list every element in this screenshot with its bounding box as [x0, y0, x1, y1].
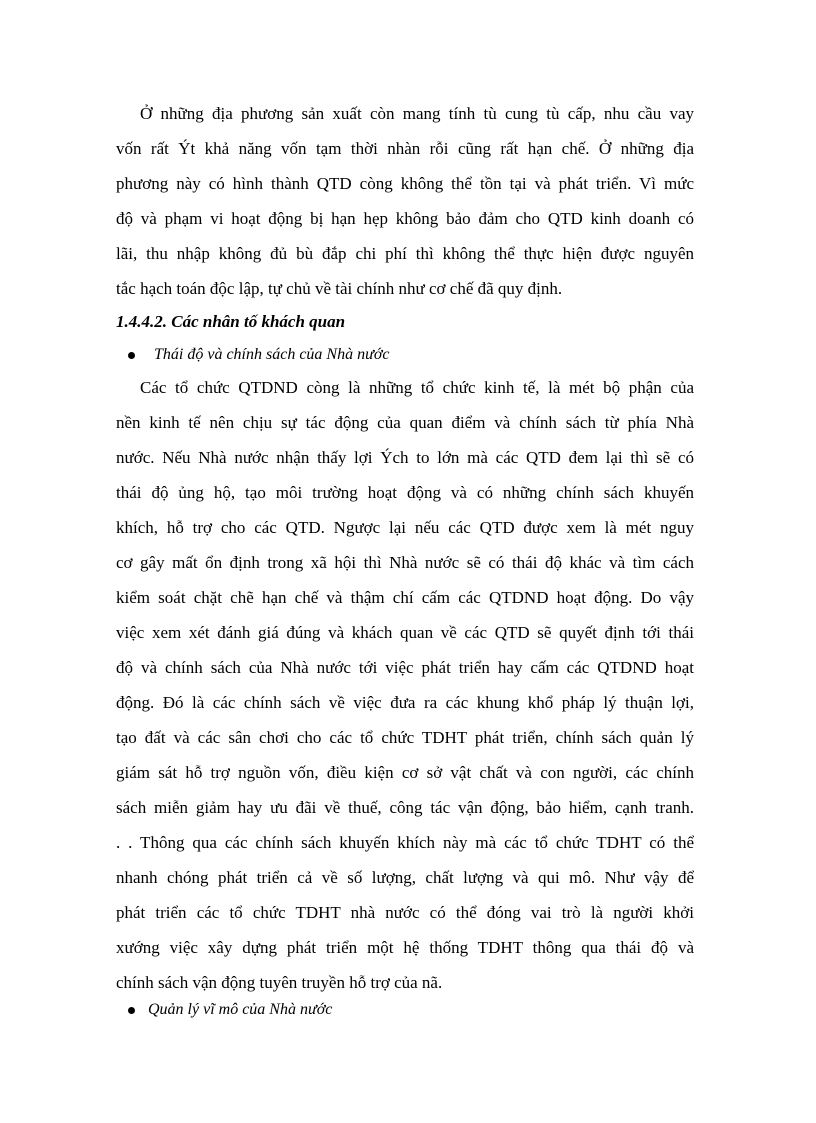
bullet-dot-icon	[128, 352, 135, 359]
paragraph-1-line-3: phương này có hình thành QTD còng không thể tồn tại và phát triển. Vì mức	[116, 174, 694, 193]
paragraph-2-line-2: nền kinh tế nên chịu sự tác động của quan điểm và chính sách từ phía Nhà	[116, 413, 694, 432]
paragraph-2-line-11: tạo đất và các sân chơi cho các tổ chức TDHT phát triển, chính sách quản lý	[116, 728, 694, 747]
paragraph-2-line-13: sách miễn giảm hay ưu đãi về thuế, công tác vận động, bảo hiểm, cạnh tranh.	[116, 798, 694, 817]
paragraph-1-line-6: tắc hạch toán độc lập, tự chủ về tài chính như cơ chế đã quy định.	[116, 279, 563, 298]
paragraph-2-line-7: kiểm soát chặt chẽ hạn chế và thậm chí cấm các QTDND hoạt động. Do vậy	[116, 588, 694, 607]
paragraph-2-line-8: việc xem xét đánh giá đúng và khách quan về các QTD sẽ quyết định tới thái	[116, 623, 694, 642]
paragraph-2-line-3: nước. Nếu Nhà nước nhận thấy lợi Ých to lớn mà các QTD đem lại thì sẽ có	[116, 448, 694, 467]
paragraph-2-line-18: chính sách vận động tuyên truyền hỗ trợ của nã.	[116, 973, 443, 992]
paragraph-2-line-12: giám sát hỗ trợ nguồn vốn, điều kiện cơ sở vật chất và con người, các chính	[116, 763, 694, 782]
paragraph-2-line-10: động. Đó là các chính sách về việc đưa ra các khung khổ pháp lý thuận lợi,	[116, 693, 694, 712]
bullet-dot-icon	[128, 1007, 135, 1014]
paragraph-2-line-17: xướng việc xây dựng phát triển một hệ thống TDHT thông qua thái độ và	[116, 938, 694, 957]
bullet-item-1-text: Thái độ và chính sách của Nhà nước	[154, 346, 390, 363]
paragraph-2-line-4: thái độ ủng hộ, tạo môi trường hoạt động và có những chính sách khuyến	[116, 483, 694, 502]
paragraph-2-line-1: Các tổ chức QTDND còng là những tổ chức kinh tế, là mét bộ phận của	[140, 378, 694, 397]
paragraph-2-line-9: độ và chính sách của Nhà nước tới việc phát triển hay cấm các QTDND hoạt	[116, 658, 694, 677]
paragraph-1-line-4: độ và phạm vi hoạt động bị hạn hẹp không bảo đảm cho QTD kinh doanh có	[116, 209, 694, 228]
section-heading: 1.4.4.2. Các nhân tố khách quan	[116, 312, 346, 331]
paragraph-2-line-5: khích, hỗ trợ cho các QTD. Ngược lại nếu các QTD được xem là mét nguy	[116, 518, 694, 537]
paragraph-1-line-5: lãi, thu nhập không đủ bù đắp chi phí thì không thể thực hiện được nguyên	[116, 244, 694, 263]
paragraph-2-line-16: phát triển các tổ chức TDHT nhà nước có thể đóng vai trò là người khởi	[116, 903, 694, 922]
paragraph-2-line-14: . . Thông qua các chính sách khuyến khích này mà các tổ chức TDHT có thể	[116, 833, 694, 852]
paragraph-1-line-1: Ở những địa phương sản xuất còn mang tính tù cung tù cấp, nhu cầu vay	[140, 104, 694, 123]
paragraph-2-line-15: nhanh chóng phát triển cả về số lượng, chất lượng và qui mô. Như vậy để	[116, 868, 694, 887]
paragraph-2-line-6: cơ gây mất ổn định trong xã hội thì Nhà nước sẽ có thái độ khác và tìm cách	[116, 553, 694, 572]
paragraph-1-line-2: vốn rất Ýt khả năng vốn tạm thời nhàn rỗi cũng rất hạn chế. Ở những địa	[116, 139, 694, 158]
bullet-item-2-text: Quản lý vĩ mô của Nhà nước	[148, 1001, 333, 1018]
